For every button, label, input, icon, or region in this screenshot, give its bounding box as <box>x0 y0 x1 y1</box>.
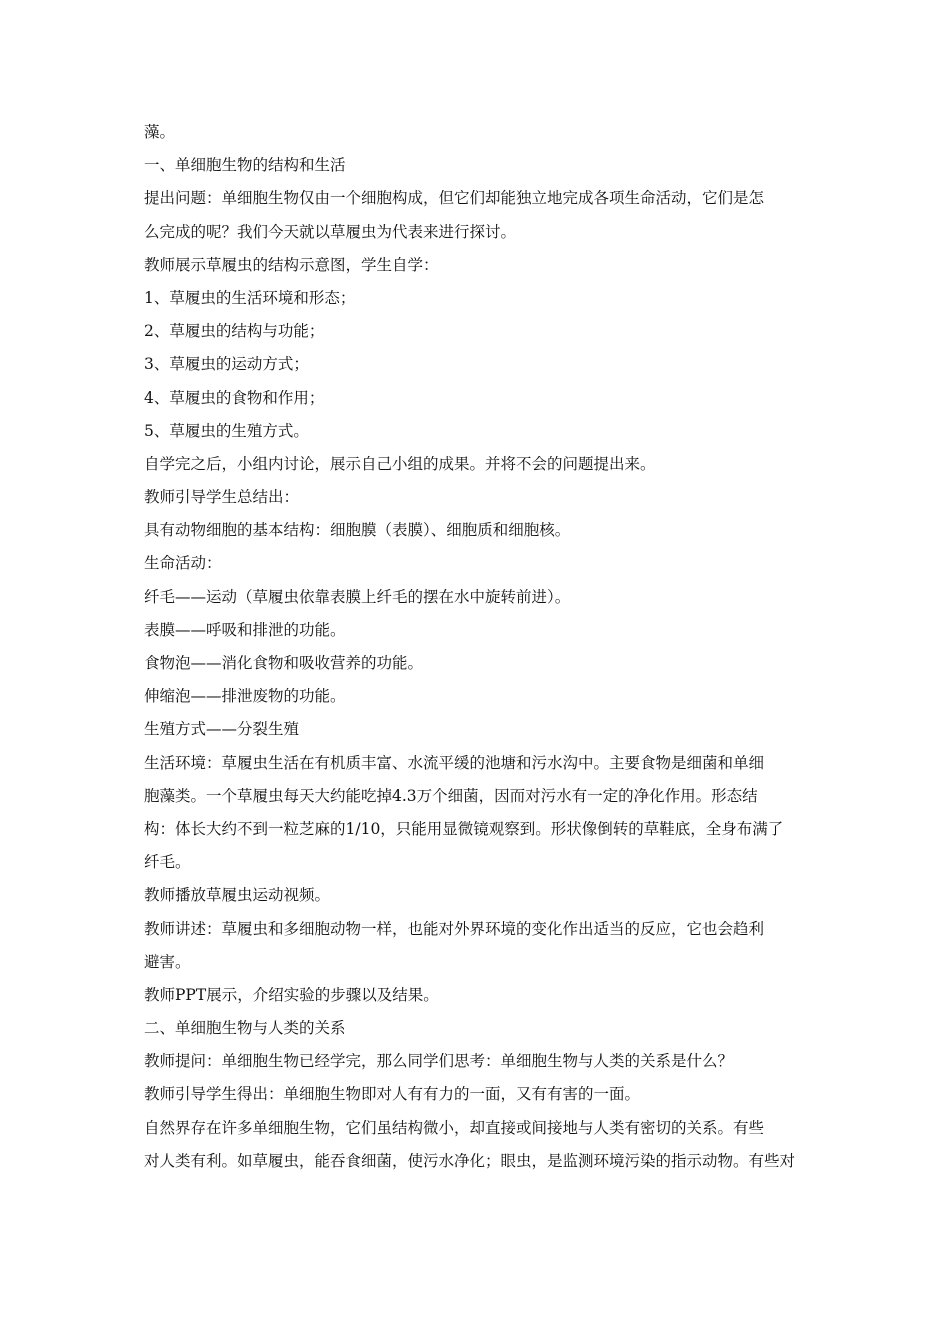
text-line-27: 教师PPT展示，介绍实验的步骤以及结果。 <box>144 985 439 1004</box>
text-line-30: 教师引导学生得出：单细胞生物即对人有有力的一面，又有有害的一面。 <box>144 1085 641 1104</box>
text-line-32: 对人类有利。如草履虫，能吞食细菌，使污水净化；眼虫，是监测环境污染的指示动物。有些对 <box>144 1151 796 1170</box>
list-item-3: 3、草履虫的运动方式； <box>144 355 309 374</box>
text-line-23: 纤毛。 <box>144 853 191 872</box>
list-item-5: 5、草履虫的生殖方式。 <box>144 421 309 440</box>
list-item-1: 1、草履虫的生活环境和形态； <box>144 288 356 307</box>
text-line-15: 纤毛——运动（草履虫依靠表膜上纤毛的摆在水中旋转前进）。 <box>144 587 571 606</box>
text-line-19: 生殖方式——分裂生殖 <box>144 720 300 739</box>
text-line-25: 教师讲述：草履虫和多细胞动物一样，也能对外界环境的变化作出适当的反应，它也会趋利 <box>144 919 765 938</box>
text-line-1: 藻。 <box>144 123 176 141</box>
list-item-2: 2、草履虫的结构与功能； <box>144 322 325 341</box>
text-line-11: 自学完之后，小组内讨论，展示自己小组的成果。并将不会的问题提出来。 <box>144 454 656 473</box>
text-line-14: 生命活动： <box>144 554 222 573</box>
document-page <box>144 116 810 1178</box>
text-line-26: 避害。 <box>144 952 191 971</box>
text-line-12: 教师引导学生总结出： <box>144 488 300 507</box>
text-line-24: 教师播放草履虫运动视频。 <box>144 886 331 905</box>
text-line-16: 表膜——呼吸和排泄的功能。 <box>144 620 346 639</box>
text-line-31: 自然界存在许多单细胞生物，它们虽结构微小，却直接或间接地与人类有密切的关系。有些 <box>144 1118 765 1137</box>
text-line-13: 具有动物细胞的基本结构：细胞膜（表膜）、细胞质和细胞核。 <box>144 521 571 540</box>
section-heading-1: 一、单细胞生物的结构和生活 <box>144 156 346 175</box>
text-line-4: 么完成的呢？我们今天就以草履虫为代表来进行探讨。 <box>144 222 517 241</box>
text-line-21: 胞藻类。一个草履虫每天大约能吃掉4.3万个细菌，因而对污水有一定的净化作用。形态结 <box>144 786 758 805</box>
text-line-20: 生活环境：草履虫生活在有机质丰富、水流平缓的池塘和污水沟中。主要食物是细菌和单细 <box>144 753 765 772</box>
text-line-17: 食物泡——消化食物和吸收营养的功能。 <box>144 654 424 672</box>
list-item-4: 4、草履虫的食物和作用； <box>144 388 325 407</box>
text-line-3: 提出问题：单细胞生物仅由一个细胞构成，但它们却能独立地完成各项生命活动，它们是怎 <box>144 189 765 208</box>
text-line-18: 伸缩泡——排泄废物的功能。 <box>144 687 346 706</box>
text-line-22: 构：体长大约不到一粒芝麻的1/10，只能用显微镜观察到。形状像倒转的草鞋底，全身布满了 <box>144 819 784 838</box>
text-line-5: 教师展示草履虫的结构示意图，学生自学： <box>144 255 439 274</box>
section-heading-2: 二、单细胞生物与人类的关系 <box>144 1019 346 1038</box>
text-line-29: 教师提问：单细胞生物已经学完，那么同学们思考：单细胞生物与人类的关系是什么？ <box>144 1052 734 1071</box>
